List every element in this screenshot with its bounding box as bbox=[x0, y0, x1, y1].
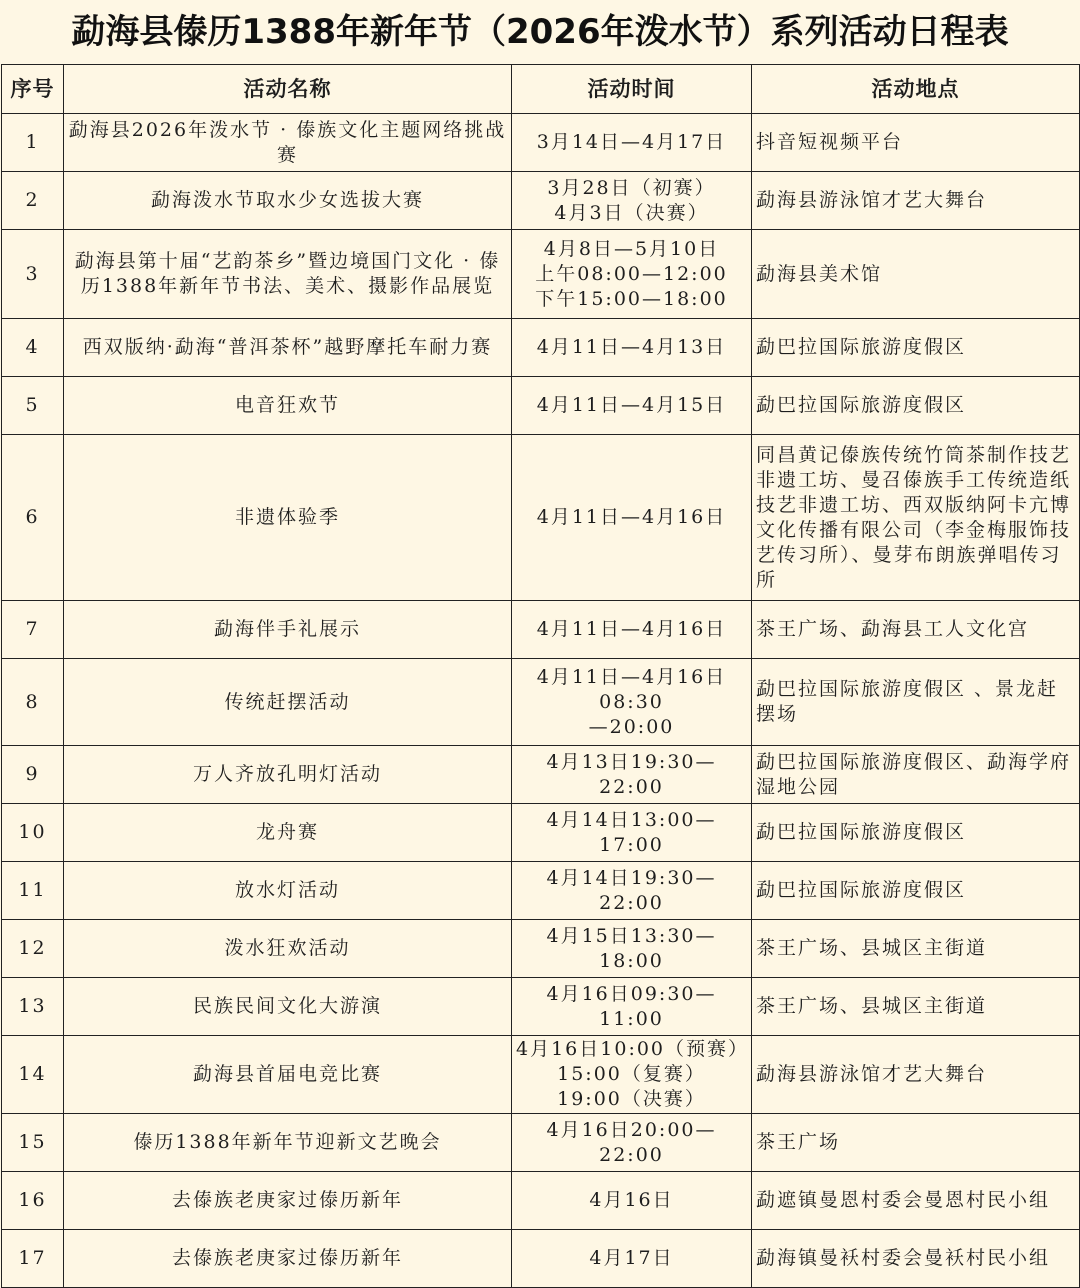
cell-activity-place: 勐巴拉国际旅游度假区 bbox=[752, 804, 1080, 862]
cell-activity-time bbox=[512, 659, 752, 746]
table-row bbox=[2, 319, 1080, 377]
cell-activity-time bbox=[512, 601, 752, 659]
table-row bbox=[2, 862, 1080, 920]
table-body bbox=[2, 114, 1080, 1288]
cell-activity-name: 民族民间文化大游演 bbox=[64, 978, 512, 1036]
table-row bbox=[2, 377, 1080, 435]
cell-no: 10 bbox=[2, 804, 64, 862]
table-row bbox=[2, 601, 1080, 659]
header-place: 活动地点 bbox=[752, 65, 1080, 114]
cell-no: 4 bbox=[2, 319, 64, 377]
table-row bbox=[2, 1172, 1080, 1230]
cell-activity-time bbox=[512, 804, 752, 862]
cell-activity-name: 西双版纳·勐海“普洱茶杯”越野摩托车耐力赛 bbox=[64, 319, 512, 377]
time-line: 4月11日—4月16日 bbox=[536, 618, 727, 640]
time-line: 4月17日 bbox=[589, 1247, 674, 1269]
cell-activity-time bbox=[512, 319, 752, 377]
cell-activity-name: 勐海县2026年泼水节 · 傣族文化主题网络挑战赛 bbox=[64, 114, 512, 172]
cell-activity-time bbox=[512, 1114, 752, 1172]
cell-activity-name: 傣历1388年新年节迎新文艺晚会 bbox=[64, 1114, 512, 1172]
schedule-table bbox=[1, 64, 1080, 1288]
table-row bbox=[2, 1036, 1080, 1114]
cell-activity-place: 同昌黄记傣族传统竹筒茶制作技艺非遗工坊、曼召傣族手工传统造纸技艺非遗工坊、西双版纳阿卡亢博文化传播有限公司（李金梅服饰技艺传习所）、曼芽布朗族弹唱传习所 bbox=[752, 435, 1080, 601]
cell-activity-place: 茶王广场 bbox=[752, 1114, 1080, 1172]
cell-no: 16 bbox=[2, 1172, 64, 1230]
time-line: 4月16日09:30—11:00 bbox=[546, 982, 717, 1030]
cell-no: 17 bbox=[2, 1230, 64, 1288]
time-line: —20:00 bbox=[588, 715, 675, 738]
table-row bbox=[2, 920, 1080, 978]
cell-activity-place: 勐遮镇曼恩村委会曼恩村民小组 bbox=[752, 1172, 1080, 1230]
time-line: 上午08:00—12:00 bbox=[535, 262, 728, 285]
time-line: 4月14日13:00—17:00 bbox=[546, 808, 717, 856]
cell-no: 7 bbox=[2, 601, 64, 659]
cell-activity-name: 传统赶摆活动 bbox=[64, 659, 512, 746]
time-line: 15:00（复赛） bbox=[557, 1063, 706, 1085]
cell-no: 9 bbox=[2, 746, 64, 804]
cell-no: 6 bbox=[2, 435, 64, 601]
cell-no: 12 bbox=[2, 920, 64, 978]
cell-no: 3 bbox=[2, 230, 64, 319]
cell-activity-name: 非遗体验季 bbox=[64, 435, 512, 601]
cell-activity-name: 勐海县第十届“艺韵茶乡”暨边境国门文化 · 傣历1388年新年节书法、美术、摄影作品展览 bbox=[64, 230, 512, 319]
table-row bbox=[2, 978, 1080, 1036]
cell-no: 2 bbox=[2, 172, 64, 230]
table-row bbox=[2, 804, 1080, 862]
cell-activity-place: 茶王广场、县城区主街道 bbox=[752, 978, 1080, 1036]
table-row bbox=[2, 1114, 1080, 1172]
cell-activity-place: 勐巴拉国际旅游度假区 bbox=[752, 377, 1080, 435]
cell-activity-time bbox=[512, 435, 752, 601]
cell-activity-place: 抖音短视频平台 bbox=[752, 114, 1080, 172]
cell-activity-name: 去傣族老庚家过傣历新年 bbox=[64, 1172, 512, 1230]
cell-activity-time bbox=[512, 114, 752, 172]
cell-activity-place: 勐海镇曼袄村委会曼袄村民小组 bbox=[752, 1230, 1080, 1288]
cell-activity-name: 勐海泼水节取水少女选拔大赛 bbox=[64, 172, 512, 230]
header-time: 活动时间 bbox=[512, 65, 752, 114]
time-line: 4月16日20:00—22:00 bbox=[546, 1118, 717, 1166]
table-row bbox=[2, 659, 1080, 746]
cell-activity-name: 去傣族老庚家过傣历新年 bbox=[64, 1230, 512, 1288]
time-line: 3月28日（初赛） bbox=[547, 176, 716, 199]
time-line: 4月11日—4月16日 bbox=[536, 506, 727, 528]
cell-no: 15 bbox=[2, 1114, 64, 1172]
time-line: 4月16日10:00（预赛） bbox=[516, 1038, 750, 1060]
table-row bbox=[2, 1230, 1080, 1288]
time-line: 4月13日19:30—22:00 bbox=[546, 750, 717, 798]
table-row bbox=[2, 746, 1080, 804]
time-line: 4月14日19:30—22:00 bbox=[546, 866, 717, 914]
table-row bbox=[2, 114, 1080, 172]
cell-activity-name: 万人齐放孔明灯活动 bbox=[64, 746, 512, 804]
time-line: 4月11日—4月13日 bbox=[536, 336, 727, 358]
cell-activity-name: 泼水狂欢活动 bbox=[64, 920, 512, 978]
time-line: 4月15日13:30—18:00 bbox=[546, 924, 717, 972]
table-row bbox=[2, 172, 1080, 230]
cell-activity-place: 勐海县游泳馆才艺大舞台 bbox=[752, 172, 1080, 230]
cell-activity-time bbox=[512, 862, 752, 920]
cell-activity-place: 勐海县游泳馆才艺大舞台 bbox=[752, 1036, 1080, 1114]
time-line: 4月11日—4月16日08:30 bbox=[536, 665, 727, 713]
cell-activity-time bbox=[512, 746, 752, 804]
time-line: 4月8日—5月10日 bbox=[543, 237, 720, 260]
cell-no: 13 bbox=[2, 978, 64, 1036]
page-title: 勐海县傣历1388年新年节（2026年泼水节）系列活动日程表 bbox=[71, 12, 1009, 52]
cell-activity-name: 放水灯活动 bbox=[64, 862, 512, 920]
cell-activity-time bbox=[512, 1172, 752, 1230]
cell-activity-place: 勐巴拉国际旅游度假区 、景龙赶摆场 bbox=[752, 659, 1080, 746]
table-header-row bbox=[2, 65, 1080, 114]
cell-no: 5 bbox=[2, 377, 64, 435]
cell-activity-place: 勐巴拉国际旅游度假区 bbox=[752, 319, 1080, 377]
cell-activity-name: 电音狂欢节 bbox=[64, 377, 512, 435]
cell-activity-time bbox=[512, 230, 752, 319]
cell-no: 8 bbox=[2, 659, 64, 746]
cell-activity-time bbox=[512, 1036, 752, 1114]
time-line: 下午15:00—18:00 bbox=[535, 287, 728, 310]
cell-activity-name: 龙舟赛 bbox=[64, 804, 512, 862]
cell-activity-place: 勐巴拉国际旅游度假区、勐海学府湿地公园 bbox=[752, 746, 1080, 804]
cell-activity-place: 茶王广场、勐海县工人文化宫 bbox=[752, 601, 1080, 659]
table-row bbox=[2, 230, 1080, 319]
cell-no: 14 bbox=[2, 1036, 64, 1114]
cell-activity-name: 勐海县首届电竞比赛 bbox=[64, 1036, 512, 1114]
header-no: 序号 bbox=[2, 65, 64, 114]
cell-activity-time bbox=[512, 172, 752, 230]
cell-activity-time bbox=[512, 377, 752, 435]
cell-activity-time bbox=[512, 1230, 752, 1288]
cell-no: 11 bbox=[2, 862, 64, 920]
cell-activity-place: 勐巴拉国际旅游度假区 bbox=[752, 862, 1080, 920]
cell-activity-time bbox=[512, 920, 752, 978]
time-line: 4月16日 bbox=[589, 1189, 674, 1211]
cell-activity-place: 茶王广场、县城区主街道 bbox=[752, 920, 1080, 978]
table-row bbox=[2, 435, 1080, 601]
cell-activity-time bbox=[512, 978, 752, 1036]
time-line: 3月14日—4月17日 bbox=[536, 131, 727, 153]
time-line: 4月11日—4月15日 bbox=[536, 394, 727, 416]
cell-activity-place: 勐海县美术馆 bbox=[752, 230, 1080, 319]
time-line: 19:00（决赛） bbox=[557, 1088, 706, 1110]
cell-no: 1 bbox=[2, 114, 64, 172]
header-name: 活动名称 bbox=[64, 65, 512, 114]
cell-activity-name: 勐海伴手礼展示 bbox=[64, 601, 512, 659]
time-line: 4月3日（决赛） bbox=[554, 201, 709, 224]
